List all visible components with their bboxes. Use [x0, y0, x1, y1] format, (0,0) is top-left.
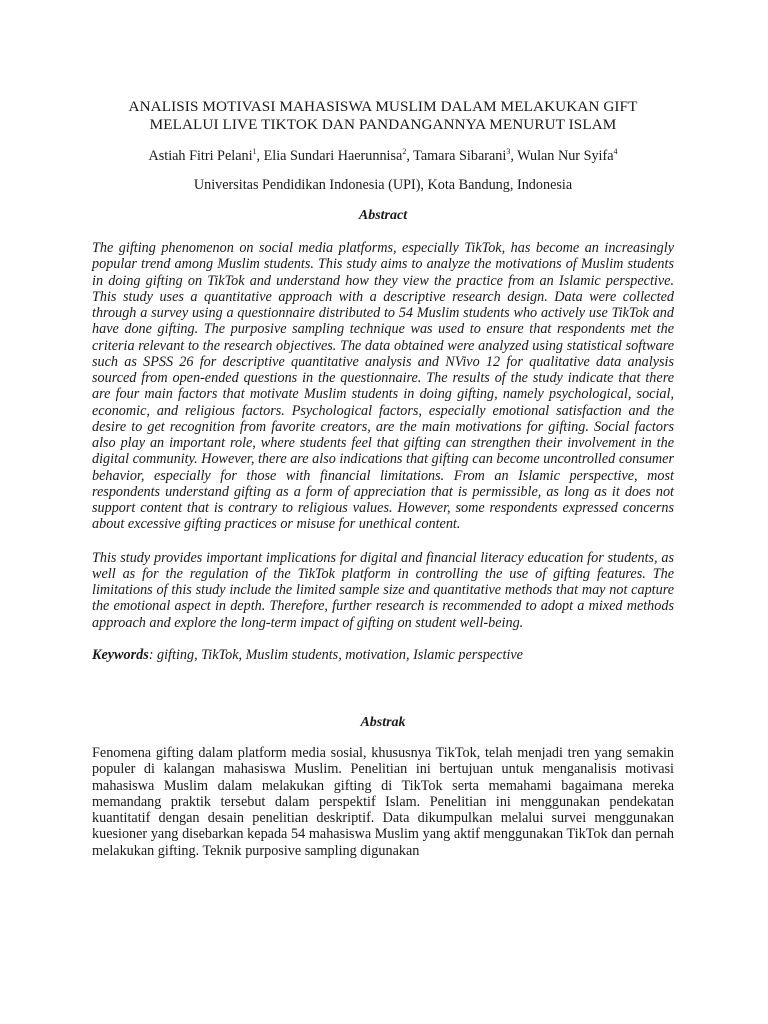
author-name: Elia Sundari Haerunnisa — [263, 148, 403, 164]
paper-title-line-1: ANALISIS MOTIVASI MAHASISWA MUSLIM DALAM MELAKUKAN GIFT — [128, 98, 638, 115]
author-separator: , — [256, 148, 264, 164]
keywords — [92, 647, 674, 663]
author-list — [92, 147, 674, 165]
author-name: Wulan Nur Syifa — [517, 148, 614, 164]
abstrak-paragraph-1: Fenomena gifting dalam platform media sosial, khususnya TikTok, telah menjadi tren yang semakin populer di kalangan mahasiswa Muslim. Penelitian ini bertujuan untuk menganalisis motivasi mahasiswa Muslim dalam melakukan gifting di TikTok serta memahami bagaimana mereka memandang praktik tersebut dalam perspektif Islam. Penelitian ini menggunakan pendekatan kuantitatif dengan desain penelitian deskriptif. Data dikumpulkan melalui survei menggunakan kuesioner yang disebarkan kepada 54 mahasiswa Muslim yang aktif menggunakan TikTok dan pernah melakukan gifting. Teknik purposive sampling digunakan — [92, 745, 674, 859]
author-affiliation-mark: 1 — [252, 147, 257, 156]
paper-title-line-2: MELALUI LIVE TIKTOK DAN PANDANGANNYA MENURUT ISLAM — [149, 116, 617, 133]
abstrak-heading: Abstrak — [360, 715, 406, 730]
author-affiliation-mark: 3 — [506, 147, 511, 156]
paper-page — [92, 0, 674, 859]
author-affiliation-mark: 4 — [613, 147, 618, 156]
author-affiliation-mark: 2 — [402, 147, 407, 156]
affiliation: Universitas Pendidikan Indonesia (UPI), Kota Bandung, Indonesia — [193, 177, 573, 193]
abstract-paragraph-1: The gifting phenomenon on social media platforms, especially TikTok, has become an increasingly popular trend among Muslim students. This study aims to analyze the motivations of Muslim students in doing gifting on TikTok and understand how they view the practice from an Islamic perspective. This study uses a quantitative approach with a descriptive research design. Data were collected through a survey using a questionnaire distributed to 54 Muslim students who actively use TikTok and have done gifting. The purposive sampling technique was used to ensure that respondents met the criteria relevant to the research objectives. The data obtained were analyzed using statistical software such as SPSS 26 for descriptive quantitative analysis and NVivo 12 for qualitative data analysis sourced from open-ended questions in the questionnaire. The results of the study indicate that there are four main factors that motivate Muslim students in doing gifting, namely psychological, social, economic, and religious factors. Psychological factors, especially emotional satisfaction and the desire to get recognition from favorite creators, are the main motivations for gifting. Social factors also play an important role, where students feel that gifting can strengthen their involvement in the digital community. However, there are also indications that gifting can become uncontrolled consumer behavior, especially for those with financial limitations. From an Islamic perspective, most respondents understand gifting as a form of appreciation that is permissible, as long as it does not support content that is contrary to religious values. However, some respondents expressed concerns about excessive gifting practices or misuse for unethical content. — [92, 240, 674, 533]
abstract-paragraph-2: This study provides important implications for digital and financial literacy education for students, as well as for the regulation of the TikTok platform in controlling the use of gifting features. The limitations of this study include the limited sample size and quantitative methods that may not capture the emotional aspect in depth. Therefore, further research is recommended to adopt a mixed methods approach and explore the long-term impact of gifting on student well-being. — [92, 549, 674, 631]
author-separator: , — [406, 148, 414, 164]
keywords-label: Keywords — [92, 646, 149, 663]
paper-title — [92, 98, 674, 134]
keywords-list: : gifting, TikTok, Muslim students, motivation, Islamic perspective — [148, 646, 523, 663]
author-name: Astiah Fitri Pelani — [148, 148, 253, 164]
author-separator: , — [510, 148, 518, 164]
abstract-heading: Abstract — [358, 208, 408, 223]
author-name: Tamara Sibarani — [413, 148, 507, 164]
